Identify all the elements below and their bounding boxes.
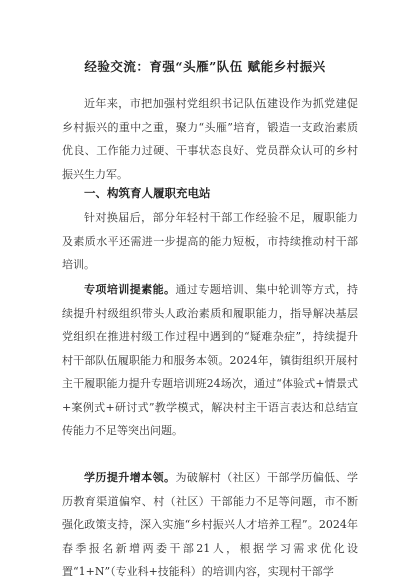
page-title: 经验交流：育强“头雁”队伍 赋能乡村振兴 bbox=[84, 59, 326, 74]
intro-paragraph: 近年来，市把加强村党组织书记队伍建设作为抓党建促乡村振兴的重中之重，聚力“头雁”培育，锻造一支政治素质优良、工作能力过硬、干事状态良好、党员群众认可的乡村振兴生力军。 bbox=[62, 97, 358, 181]
education-paragraph bbox=[62, 466, 358, 584]
education-body: 为破解村（社区）干部学历偏低、学历教育渠道偏窄、村（社区）干部能力不足等问题，市不断强化政策支持，深入实施“乡村振兴人才培养工程”。2024年春季报名新增两委干部21人，根据学习需求优化设置“1+N”（专业科+技能科）的培训内容，实现村干部学 bbox=[62, 471, 359, 578]
education-lead: 学历提升增本领。 bbox=[84, 471, 176, 484]
section-paragraph: 针对换届后，部分年轻村干部工作经验不足，履职能力及素质水平还需进一步提高的能力短板，市持续推动村干部培训。 bbox=[62, 211, 358, 271]
training-paragraph bbox=[62, 278, 358, 443]
training-body: 通过专题培训、集中轮训等方式，持续提升村级组织带头人政治素质和履职能力，指导解决基层党组织在推进村级工作过程中遇到的“疑难杂症”，持续提升村干部队伍履职能力和服务本领。2024年，镇街组织开展村主干履职能力提升专题培训班24场次，通过“体验式+情景式+案例式+研讨式”教学模式，解决村主干语言表达和总结宣传能力不足等突出问题。 bbox=[62, 283, 359, 437]
training-lead: 专项培训提素能。 bbox=[84, 283, 176, 296]
section-heading: 一、构筑育人履职充电站 bbox=[84, 186, 211, 200]
